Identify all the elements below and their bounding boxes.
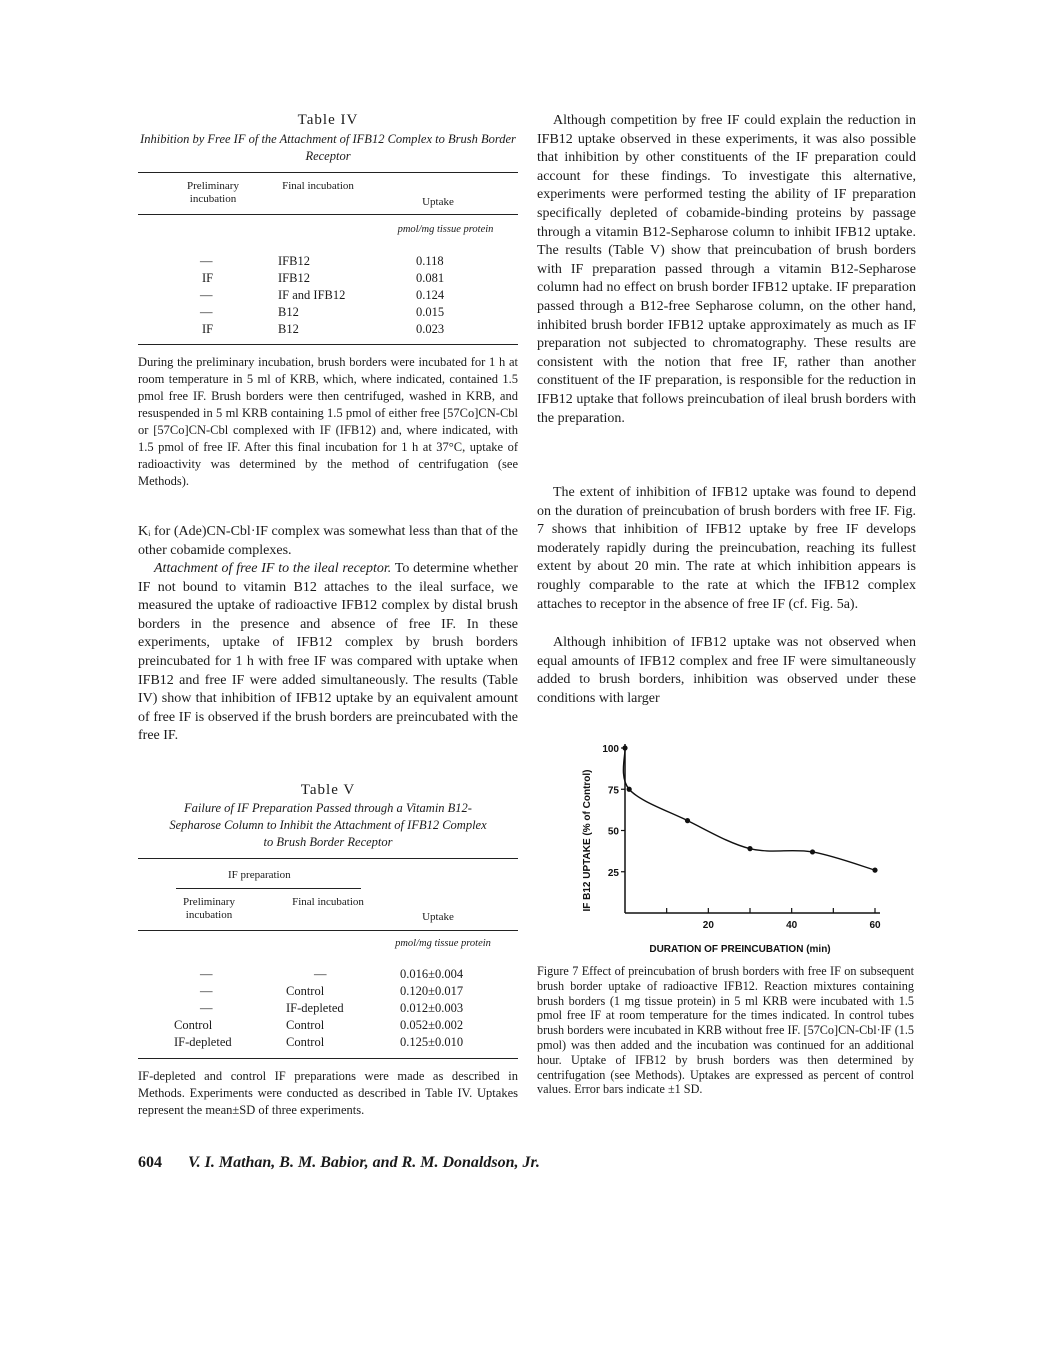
- chart-series: [623, 748, 875, 870]
- y-axis-label: IF B12 UPTAKE (% of Control): [582, 769, 593, 912]
- table-iv-r2-c1: IF: [202, 271, 214, 285]
- table-iv-r3-c2: IF and IFB12: [278, 288, 346, 302]
- table-v-group-header: IF preparation: [228, 869, 291, 881]
- table-iv-r3-c1: —: [200, 288, 213, 302]
- table-iv-r1-c1: —: [200, 254, 213, 268]
- table-iv-r4-c2: B12: [278, 305, 299, 319]
- paragraph-free-if-attachment: [138, 560, 518, 746]
- table-v-r2-c2: Control: [286, 984, 325, 998]
- table-iv-r5-c3: 0.023: [416, 322, 445, 336]
- y-tick-label-1: 50: [607, 826, 619, 838]
- figure-7-chart: [570, 728, 890, 958]
- table-v-top-rule: [138, 858, 518, 859]
- uptake-curve: [623, 748, 875, 870]
- table-iv-header-rule: [138, 214, 518, 215]
- table-v-header-rule: [138, 930, 518, 931]
- table-iv-top-rule: [138, 172, 518, 173]
- paragraph-competition: Although competition by free IF could explain the reduction in IFB12 uptake observed in these experiments, it was also possible that inhibition by other constituents of the IF preparation could account for these findings. To investigate this alternative, experiments were performed testing the ability of IF preparation specifically depleted of cobamide-binding proteins by passage through a vitamin B12-Sepharose column to inhibit IFB12 uptake. The results (Table V) show that preincubation of brush borders with IF preparation passed through a vitamin B12-Sepharose column had no effect on brush border IFB12 uptake. IF preparation passed through a B12-free Sepharose column, on the other hand, inhibited brush border IFB12 uptake approximately as much as IF preparation not subjected to chromatography. These results are consistent with the notion that free IF, rather than another constituent of the IF preparation, is responsible for the reduction in IFB12 uptake that follows preincubation of ileal brush borders with the preparation.: [537, 113, 916, 426]
- table-v-footnote: IF-depleted and control IF preparations were made as described in Methods. Experiments were conducted as described in Table IV. Uptakes represent the mean±SD of three experiments.: [138, 1069, 518, 1117]
- table-iv-caption: Inhibition by Free IF of the Attachment of IFB12 Complex to Brush Border Receptor: [140, 132, 516, 163]
- table-v-title: Table V: [300, 782, 356, 798]
- table-v-header-preliminary: Preliminary incubation: [183, 896, 235, 921]
- data-point-0: [622, 745, 627, 750]
- data-point-2: [685, 818, 690, 823]
- table-v-unit: pmol/mg tissue protein: [395, 938, 491, 949]
- data-point-4: [810, 849, 815, 854]
- chart-ticks: [621, 748, 875, 913]
- x-axis-label: DURATION OF PREINCUBATION (min): [649, 944, 831, 955]
- data-point-3: [747, 846, 752, 851]
- data-point-5: [872, 868, 877, 873]
- table-v-r3-c1: —: [200, 1001, 213, 1015]
- table-v-header-uptake: Uptake: [422, 911, 454, 923]
- table-v-r5-c3: 0.125±0.010: [400, 1035, 464, 1049]
- table-v-r4-c2: Control: [286, 1018, 325, 1032]
- table-iv-r5-c2: B12: [278, 322, 299, 336]
- x-tick-label-2: 60: [869, 920, 881, 931]
- table-iv-unit: pmol/mg tissue protein: [397, 224, 494, 235]
- table-v-r5-c2: Control: [286, 1035, 325, 1049]
- table-v-caption: Failure of IF Preparation Passed through a Vitamin B12-Sepharose Column to Inhibit the Attachment of IFB12 Complex to Brush Border Receptor: [169, 801, 487, 849]
- y-tick-label-0: 25: [607, 867, 619, 879]
- page-number: 604: [138, 1154, 162, 1171]
- paragraph-ki-complex: Kᵢ for (Ade)CN-Cbl·IF complex was somewhat less than that of the other cobamide complexes.: [138, 524, 518, 558]
- table-v-r1-c3: 0.016±0.004: [400, 967, 464, 981]
- table-iv-r4-c3: 0.015: [416, 305, 445, 319]
- table-iv-bottom-rule: [138, 344, 518, 345]
- x-tick-label-1: 40: [786, 920, 798, 931]
- table-v-r2-c1: —: [200, 984, 213, 998]
- table-v-r1-c1: —: [200, 967, 213, 981]
- table-iv-header-final: Final incubation: [282, 180, 354, 192]
- table-iv-r3-c3: 0.124: [416, 288, 445, 302]
- table-iv-r2-c2: IFB12: [278, 271, 310, 285]
- table-v-r4-c3: 0.052±0.002: [400, 1018, 464, 1032]
- table-v-header-final: Final incubation: [292, 896, 364, 908]
- y-tick-label-2: 75: [607, 785, 619, 797]
- table-iv-footnote: During the preliminary incubation, brush borders were incubated for 1 h at room temperature in 5 ml of KRB, which, where indicated, contained 1.5 pmol free IF. Brush borders were then centrifuged, washed in KRB, and resuspended in 5 ml KRB containing 1.5 pmol of either free [57Co]CN-Cbl or [57Co]CN-Cbl complexed with IF (IFB12) and, where indicated, with 1.5 pmol of free IF. After this final incubation for 1 h at 37°C, uptake of radioactivity was determined by the method of centrifugation (see Methods).: [138, 355, 518, 488]
- table-iv-r1-c3: 0.118: [416, 254, 444, 268]
- chart-axes: [625, 744, 880, 913]
- page-footer: [138, 1154, 540, 1172]
- section-heading-attachment: Attachment of free IF to the ileal receptor.: [154, 561, 392, 576]
- table-iv-r2-c3: 0.081: [416, 271, 445, 285]
- x-tick-label-0: 20: [702, 920, 714, 931]
- footer-authors: V. I. Mathan, B. M. Babior, and R. M. Donaldson, Jr.: [188, 1154, 540, 1171]
- table-v-r5-c1: IF-depleted: [174, 1035, 232, 1049]
- table-v-r2-c3: 0.120±0.017: [400, 984, 464, 998]
- table-iv-title: Table IV: [297, 112, 359, 128]
- y-tick-label-3: 100: [602, 744, 619, 755]
- table-iv-r5-c1: IF: [202, 322, 214, 336]
- table-v-r3-c2: IF-depleted: [286, 1001, 344, 1015]
- table-v-r1-c2: —: [314, 967, 327, 981]
- paragraph-free-if-body: To determine whether IF not bound to vitamin B12 attaches to the ileal surface, we measured the uptake of radioactive IFB12 complex by distal brush borders in the presence and absence of free IF. In these experiments, uptake of IFB12 complex by brush borders preincubated for 1 h with free IF was compared with uptake when IFB12 and free IF were added simultaneously. The results (Table IV) show that inhibition of IFB12 uptake by an equivalent amount of free IF is observed if the brush borders are preincubated with the free IF.: [138, 561, 519, 744]
- table-iv-header-uptake: Uptake: [422, 196, 454, 208]
- table-iv-r1-c2: IFB12: [278, 254, 310, 268]
- table-v-bottom-rule: [138, 1058, 518, 1059]
- figure-7-caption: Figure 7 Effect of preincubation of brush borders with free IF on subsequent brush border uptake of radioactive IFB12. Reaction mixtures containing brush borders (1 mg tissue protein) in 5 ml KRB were incubated with 1.5 pmol free IF at room temperature for the times indicated. In control tubes brush borders were incubated in KRB without free IF. [57Co]CN-Cbl·IF (1.5 pmol) was then added and the incubation was continued for an additional hour. Uptake of IFB12 by brush borders was then determined by centrifugation (see Methods). Uptakes are expressed as percent of control values. Error bars indicate ±1 SD.: [537, 964, 914, 1097]
- table-iv-r4-c1: —: [200, 305, 213, 319]
- table-iv-header-preliminary: Preliminary incubation: [187, 180, 239, 205]
- paragraph-simultaneous: Although inhibition of IFB12 uptake was not observed when equal amounts of IFB12 complex and free IF were simultaneously added to brush borders, inhibition was observed under these conditions with larger: [537, 635, 916, 706]
- table-v-group-rule: [176, 888, 361, 889]
- paragraph-duration: The extent of inhibition of IFB12 uptake was found to depend on the duration of preincubation of brush borders with free IF. Fig. 7 shows that inhibition of IFB12 uptake by free IF develops moderately rapidly during the preincubation, reaching its fullest extent by about 20 min. The rate at which inhibition appears is roughly comparable to the rate at which the IFB12 complex attaches to receptor in the absence of free IF (cf. Fig. 5a).: [537, 485, 916, 612]
- data-point-1: [627, 787, 632, 792]
- table-v-r3-c3: 0.012±0.003: [400, 1001, 464, 1015]
- chart-labels: [582, 744, 881, 955]
- table-v-r4-c1: Control: [174, 1018, 213, 1032]
